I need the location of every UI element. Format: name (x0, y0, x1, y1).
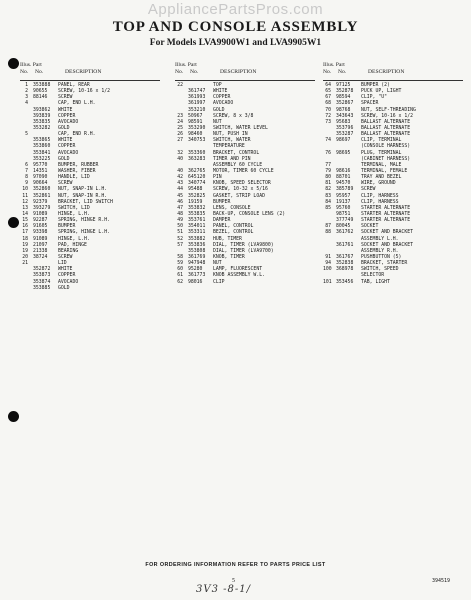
header-part-no: No. (190, 69, 199, 75)
part-number: 90655 (33, 89, 48, 95)
watermark: AppliancePartsPros.com (147, 1, 324, 18)
illus-number: 27 (177, 138, 183, 144)
illus-number: 58 (177, 254, 183, 260)
part-number: 353865 (33, 138, 51, 144)
illus-number: 101 (323, 279, 332, 285)
part-number: 98616 (336, 168, 351, 174)
part-description: AVOCADO (213, 101, 234, 107)
illus-number: 85 (325, 205, 331, 211)
part-description: BRACKET, CONTROL (213, 150, 260, 156)
parts-list (20, 83, 160, 292)
illus-number: 72 (325, 113, 331, 119)
part-description: SPRING, HINGE R.H. (58, 218, 110, 224)
header-rule (175, 80, 315, 81)
binder-hole-2 (8, 217, 19, 228)
illus-number: 62 (177, 279, 183, 285)
part-description: WHITE (213, 89, 228, 95)
illus-number: 76 (325, 150, 331, 156)
illus-number: 60 (177, 267, 183, 273)
column-header (20, 62, 160, 80)
part-description: SWITCH, LID (58, 205, 90, 211)
illus-number: 40 (177, 156, 183, 162)
part-number: 353873 (33, 273, 51, 279)
part-description: WHITE (58, 267, 73, 273)
header-description: DESCRIPTION (368, 69, 405, 75)
header-line-1: Illus. Part (175, 62, 197, 68)
column-header (175, 62, 315, 80)
page-title: TOP AND CONSOLE ASSEMBLY (112, 19, 359, 35)
part-number: 352861 (33, 193, 51, 199)
parts-list (323, 83, 463, 286)
header-part-no: No. (338, 69, 347, 75)
part-description: SCREW, 10-16 x 1/2 (58, 89, 110, 95)
part-number: 353860 (33, 144, 51, 150)
part-description: PLUG, TERMINAL (361, 150, 402, 156)
part-description: SCREW (58, 254, 73, 260)
part-description: CAP, END L.H. (58, 101, 96, 107)
part-description: SWITCH, WATER (213, 138, 251, 144)
part-description: BALLAST ALTERNATE (361, 132, 411, 138)
part-number: 352860 (33, 187, 51, 193)
header-part-no: No. (35, 69, 44, 75)
part-description: BEARING (58, 248, 79, 254)
document-number: 394519 (432, 578, 451, 584)
header-rule (323, 80, 463, 81)
part-description: CLIP (213, 279, 225, 285)
part-description: LID (58, 261, 67, 267)
illus-number: 18 (22, 236, 28, 242)
part-description: TERMINAL, FEMALE (361, 168, 408, 174)
part-description: HUB, TIMER (213, 236, 242, 242)
part-description: AVOCADO (58, 150, 79, 156)
part-description: (CONSOLE HARNESS) (361, 144, 411, 150)
part-description: HINGE, L.H. (58, 236, 90, 242)
part-number: 92379 (33, 199, 48, 205)
part-description: HANDLE, LID (58, 175, 90, 181)
illus-number: 32 (177, 150, 183, 156)
part-description: WHITE (58, 107, 73, 113)
part-description: ASSEMBLY 60 CYCLE (213, 162, 263, 168)
part-description: STARTER ALTERNATE (361, 205, 411, 211)
part-number: 354011 (188, 224, 206, 230)
part-number: 353761 (188, 218, 206, 224)
illus-number: 57 (177, 242, 183, 248)
part-description: LAMP, FLUORESCENT (213, 267, 263, 273)
part-number: 393862 (33, 107, 51, 113)
part-description: PUCK UP, LIGHT (361, 89, 402, 95)
part-description: SCREW, 10-16 x 1/2 (361, 113, 413, 119)
part-description: COPPER (58, 113, 76, 119)
part-description: SWITCH, SPEED (361, 267, 399, 273)
part-number: 353835 (188, 211, 206, 217)
part-description: NUT, SNAP-IN L.H. (58, 187, 108, 193)
part-number: 94570 (336, 181, 351, 187)
part-number: 95770 (33, 162, 48, 168)
part-description: SCREW, 10-32 x 5/16 (213, 187, 268, 193)
illus-number: 70 (325, 107, 331, 113)
header-no: No. (175, 69, 184, 75)
part-number: 98697 (336, 138, 351, 144)
illus-number: 46 (177, 199, 183, 205)
part-number: 353282 (33, 125, 51, 131)
part-description: BRACKET, LID SWITCH (58, 199, 113, 205)
illus-number: 19 (22, 242, 28, 248)
illus-number: 14 (22, 211, 28, 217)
illus-number: 47 (177, 205, 183, 211)
illus-number: 79 (325, 168, 331, 174)
illus-number: 5 (25, 132, 28, 138)
part-description: ASSEMBLY L.H. (361, 236, 399, 242)
illus-number: 7 (25, 168, 28, 174)
illus-number: 43 (177, 181, 183, 187)
illus-number: 73 (325, 119, 331, 125)
part-number: 21097 (33, 242, 48, 248)
part-number: 353874 (33, 279, 51, 285)
part-description: SPRING, HINGE L.H. (58, 230, 110, 236)
illus-number: 12 (22, 199, 28, 205)
illus-number: 42 (177, 175, 183, 181)
part-number: 91089 (33, 211, 48, 217)
illus-number: 80 (325, 175, 331, 181)
part-description: WHITE (58, 138, 73, 144)
part-number: 353841 (33, 150, 51, 156)
part-number: 343643 (336, 113, 354, 119)
part-description: BUMPER (213, 199, 231, 205)
part-description: HINGE, L.H. (58, 211, 90, 217)
page-number: 5 (232, 578, 235, 584)
part-number: 353210 (188, 107, 206, 113)
illus-number: 100 (323, 267, 332, 273)
part-number: 353832 (188, 205, 206, 211)
illus-number: 10 (22, 187, 28, 193)
part-description: SPACER (361, 101, 379, 107)
part-number: 361747 (188, 89, 206, 95)
part-description: PAD, HINGE (58, 242, 87, 248)
part-number: 393279 (33, 205, 51, 211)
part-number: 91089 (33, 236, 48, 242)
part-description: SCREW (58, 181, 73, 187)
part-number: 19159 (188, 199, 203, 205)
part-number: 88146 (33, 95, 48, 101)
part-description: SCREW (58, 95, 73, 101)
part-description: COPPER (58, 144, 76, 150)
part-description: TEMPERATURE (213, 144, 245, 150)
part-description: WIRE, GROUND (361, 181, 396, 187)
part-number: 361773 (188, 273, 206, 279)
part-description: PANEL, REAR (58, 83, 90, 88)
illus-number: 2 (25, 89, 28, 95)
part-description: (CABINET HARNESS) (361, 156, 411, 162)
illus-number: 74 (325, 138, 331, 144)
illus-number: 20 (22, 254, 28, 260)
part-description: NUT, PUSH IN (213, 132, 248, 138)
part-description: GOLD (58, 285, 70, 291)
illus-number: 25 (177, 125, 183, 131)
illus-number: 61 (177, 273, 183, 279)
part-description: COPPER (213, 95, 231, 101)
illus-number: 81 (325, 181, 331, 187)
part-description: BEZEL, CONTROL (213, 230, 254, 236)
part-description: NUT (213, 119, 222, 125)
part-number: 362765 (188, 168, 206, 174)
header-line-1: Illus. Part (20, 62, 42, 68)
header-line-1: Illus. Part (323, 62, 345, 68)
part-description: DAMPER (213, 218, 231, 224)
part-number: 385789 (336, 187, 354, 193)
illus-number: 4 (25, 101, 28, 107)
part-number: 95280 (188, 267, 203, 273)
illus-number: 9 (25, 181, 28, 187)
illus-number: 17 (22, 230, 28, 236)
part-number: 363283 (188, 156, 206, 162)
part-description: BALLAST ALTERNATE (361, 125, 411, 131)
illus-number: 49 (177, 218, 183, 224)
illus-number: 22 (177, 83, 183, 88)
part-description: MOTOR, TIMER 60 CYCLE (213, 168, 274, 174)
illus-number: 24 (177, 119, 183, 125)
part-number: 91605 (33, 224, 48, 230)
illus-number: 50 (177, 224, 183, 230)
part-number: 352872 (33, 267, 51, 273)
illus-number: 82 (325, 187, 331, 193)
part-row (175, 280, 315, 286)
part-number: 361762 (336, 230, 354, 236)
part-number: 361761 (336, 242, 354, 248)
part-number: 353888 (33, 83, 51, 88)
part-description: CLIP, "U" (361, 95, 387, 101)
part-number: 368978 (336, 267, 354, 273)
part-description: GASKET, STRIP LOAD (213, 193, 265, 199)
illus-number: 67 (325, 95, 331, 101)
illus-number: 65 (325, 89, 331, 95)
part-number: 353311 (188, 230, 206, 236)
part-number: 353287 (336, 132, 354, 138)
part-number: 93398 (33, 230, 48, 236)
part-description: DIAL, TIMER (LVA9700) (213, 248, 274, 254)
part-number: 98460 (188, 132, 203, 138)
part-description: SOCKET (361, 224, 379, 230)
header-description: DESCRIPTION (65, 69, 102, 75)
part-number: 98768 (336, 107, 351, 113)
header-description: DESCRIPTION (220, 69, 257, 75)
part-number: 353360 (188, 150, 206, 156)
part-description: BUMPER (58, 224, 76, 230)
part-number: 352867 (336, 101, 354, 107)
illus-number: 19 (22, 248, 28, 254)
part-number: 98591 (188, 119, 203, 125)
part-description: BRACKET, STARTER (361, 261, 408, 267)
illus-number: 68 (325, 101, 331, 107)
part-description: TAB, LIGHT (361, 279, 390, 285)
part-number: 19137 (336, 199, 351, 205)
part-description: LENS, CONSOLE (213, 205, 251, 211)
part-number: 98594 (336, 95, 351, 101)
part-number: 14351 (33, 168, 48, 174)
part-description: PIN (213, 175, 222, 181)
part-number: 98016 (188, 279, 203, 285)
part-number: 88701 (336, 175, 351, 181)
part-description: TIMER AND PIN (213, 156, 251, 162)
part-description: CAP, END R.H. (58, 132, 96, 138)
part-description: CLIP, HARNESS (361, 199, 399, 205)
part-description: STARTER ALTERNATE (361, 211, 411, 217)
part-description: TRAY AND BEZEL (361, 175, 402, 181)
part-number: 361997 (188, 101, 206, 107)
parts-list (175, 83, 315, 286)
header-no: No. (323, 69, 332, 75)
part-description: NUT, SNAP-IN R.H. (58, 193, 108, 199)
part-number: 352878 (336, 89, 354, 95)
part-description: CLIP, HARNESS (361, 193, 399, 199)
illus-number: 16 (22, 224, 28, 230)
part-description: CLIP, TERMINAL (361, 138, 402, 144)
illus-number: 84 (325, 199, 331, 205)
part-description: GOLD (213, 107, 225, 113)
part-number: 353885 (33, 285, 51, 291)
part-number: 353456 (336, 279, 354, 285)
part-description: BUMPER (2) (361, 83, 390, 88)
illus-number: 1 (25, 83, 28, 88)
part-number: 95957 (336, 193, 351, 199)
illus-number: 88 (325, 230, 331, 236)
part-number: 95760 (336, 205, 351, 211)
part-description: ASSEMBLY R.H. (361, 248, 399, 254)
part-number: 645120 (188, 175, 206, 181)
illus-number: 40 (177, 168, 183, 174)
header-rule (20, 80, 160, 81)
part-description: TOP (213, 83, 222, 88)
part-description: SOCKET AND BRACKET (361, 230, 413, 236)
part-number: 353836 (188, 242, 206, 248)
part-number: 361767 (336, 254, 354, 260)
part-description: AVOCADO (58, 119, 79, 125)
illus-number: 23 (177, 113, 183, 119)
part-description: BACK-UP, CONSOLE LENS (2) (213, 211, 286, 217)
part-description: SOCKET AND BRACKET (361, 242, 413, 248)
binder-hole-1 (8, 58, 19, 69)
part-number: 98751 (336, 211, 351, 217)
part-description: SELECTOR (361, 273, 385, 279)
part-description: PANEL, CONTROL (213, 224, 254, 230)
illus-number: 15 (22, 218, 28, 224)
part-number: 353225 (33, 156, 51, 162)
ordering-note: FOR ORDERING INFORMATION REFER TO PARTS PRICE LIST (145, 562, 326, 568)
part-description: PUSHBUTTON (5) (361, 254, 402, 260)
part-description: BALLAST ALTERNATE (361, 119, 411, 125)
part-number: 95488 (188, 187, 203, 193)
part-number: 353882 (188, 236, 206, 242)
part-description: WASHER, FIBER (58, 168, 96, 174)
illus-number: 91 (325, 254, 331, 260)
part-description: KNOB ASSEMBLY W.L. (213, 273, 265, 279)
binder-hole-3 (8, 411, 19, 422)
part-description: KNOB, TIMER (213, 254, 245, 260)
part-description: GOLD (58, 156, 70, 162)
header-no: No. (20, 69, 29, 75)
illus-number: 45 (177, 193, 183, 199)
illus-number: 64 (325, 83, 331, 88)
part-number: 92287 (33, 218, 48, 224)
handwritten-note: 3V3 -8-1/ (196, 584, 251, 595)
illus-number: 87 (325, 224, 331, 230)
illus-number: 11 (22, 193, 28, 199)
part-number: 98695 (336, 150, 351, 156)
part-description: AVOCADO (58, 279, 79, 285)
part-description: NUT (213, 261, 222, 267)
part-number: 340774 (188, 181, 206, 187)
part-number: 352838 (336, 261, 354, 267)
part-description: GOLD (58, 125, 70, 131)
illus-number: 83 (325, 193, 331, 199)
parts-column-3 (323, 62, 463, 286)
illus-number: 48 (177, 211, 183, 217)
part-number: 353835 (33, 119, 51, 125)
illus-number: 52 (177, 236, 183, 242)
part-number: 90664 (33, 181, 48, 187)
part-number: 21338 (33, 248, 48, 254)
part-number: 38724 (33, 254, 48, 260)
part-number: 97090 (33, 175, 48, 181)
illus-number: 51 (177, 230, 183, 236)
page-subtitle: For Models LVA9900W1 and LVA9905W1 (149, 38, 322, 48)
part-number: 97125 (336, 83, 351, 88)
part-description: SWITCH, WATER LEVEL (213, 125, 268, 131)
part-row (20, 286, 160, 292)
part-number: 340753 (188, 138, 206, 144)
illus-number: 13 (22, 205, 28, 211)
part-description: SCREW (361, 187, 376, 193)
part-number: 95683 (336, 119, 351, 125)
illus-number: 77 (325, 162, 331, 168)
part-number: 353290 (188, 125, 206, 131)
part-number: 377749 (336, 218, 354, 224)
part-number: 361993 (188, 95, 206, 101)
part-number: 353808 (188, 248, 206, 254)
parts-column-1 (20, 62, 160, 292)
part-description: DIAL, TIMER (LVA9800) (213, 242, 274, 248)
part-description: SCREW, 8 x 3/8 (213, 113, 254, 119)
parts-column-2 (175, 62, 315, 286)
part-description: TERMINAL, MALE (361, 162, 402, 168)
illus-number: 94 (325, 261, 331, 267)
column-header (323, 62, 463, 80)
part-description: NUT, SELF-THREADING (361, 107, 416, 113)
part-number: 353796 (336, 125, 354, 131)
illus-number: 21 (22, 261, 28, 267)
illus-number: 8 (25, 175, 28, 181)
part-number: 361769 (188, 254, 206, 260)
part-row (323, 280, 463, 286)
part-number: 80045 (336, 224, 351, 230)
part-description: KNOB, SPEED SELECTOR (213, 181, 271, 187)
part-description: STARTER ALTERNATE (361, 218, 411, 224)
illus-number: 6 (25, 162, 28, 168)
part-number: 352825 (188, 193, 206, 199)
part-number: 393839 (33, 113, 51, 119)
illus-number: 59 (177, 261, 183, 267)
illus-number: 3 (25, 95, 28, 101)
part-number: 50967 (188, 113, 203, 119)
illus-number: 26 (177, 132, 183, 138)
part-description: BUMPER, RUBBER (58, 162, 99, 168)
part-description: COPPER (58, 273, 76, 279)
part-number: 947948 (188, 261, 206, 267)
illus-number: 44 (177, 187, 183, 193)
